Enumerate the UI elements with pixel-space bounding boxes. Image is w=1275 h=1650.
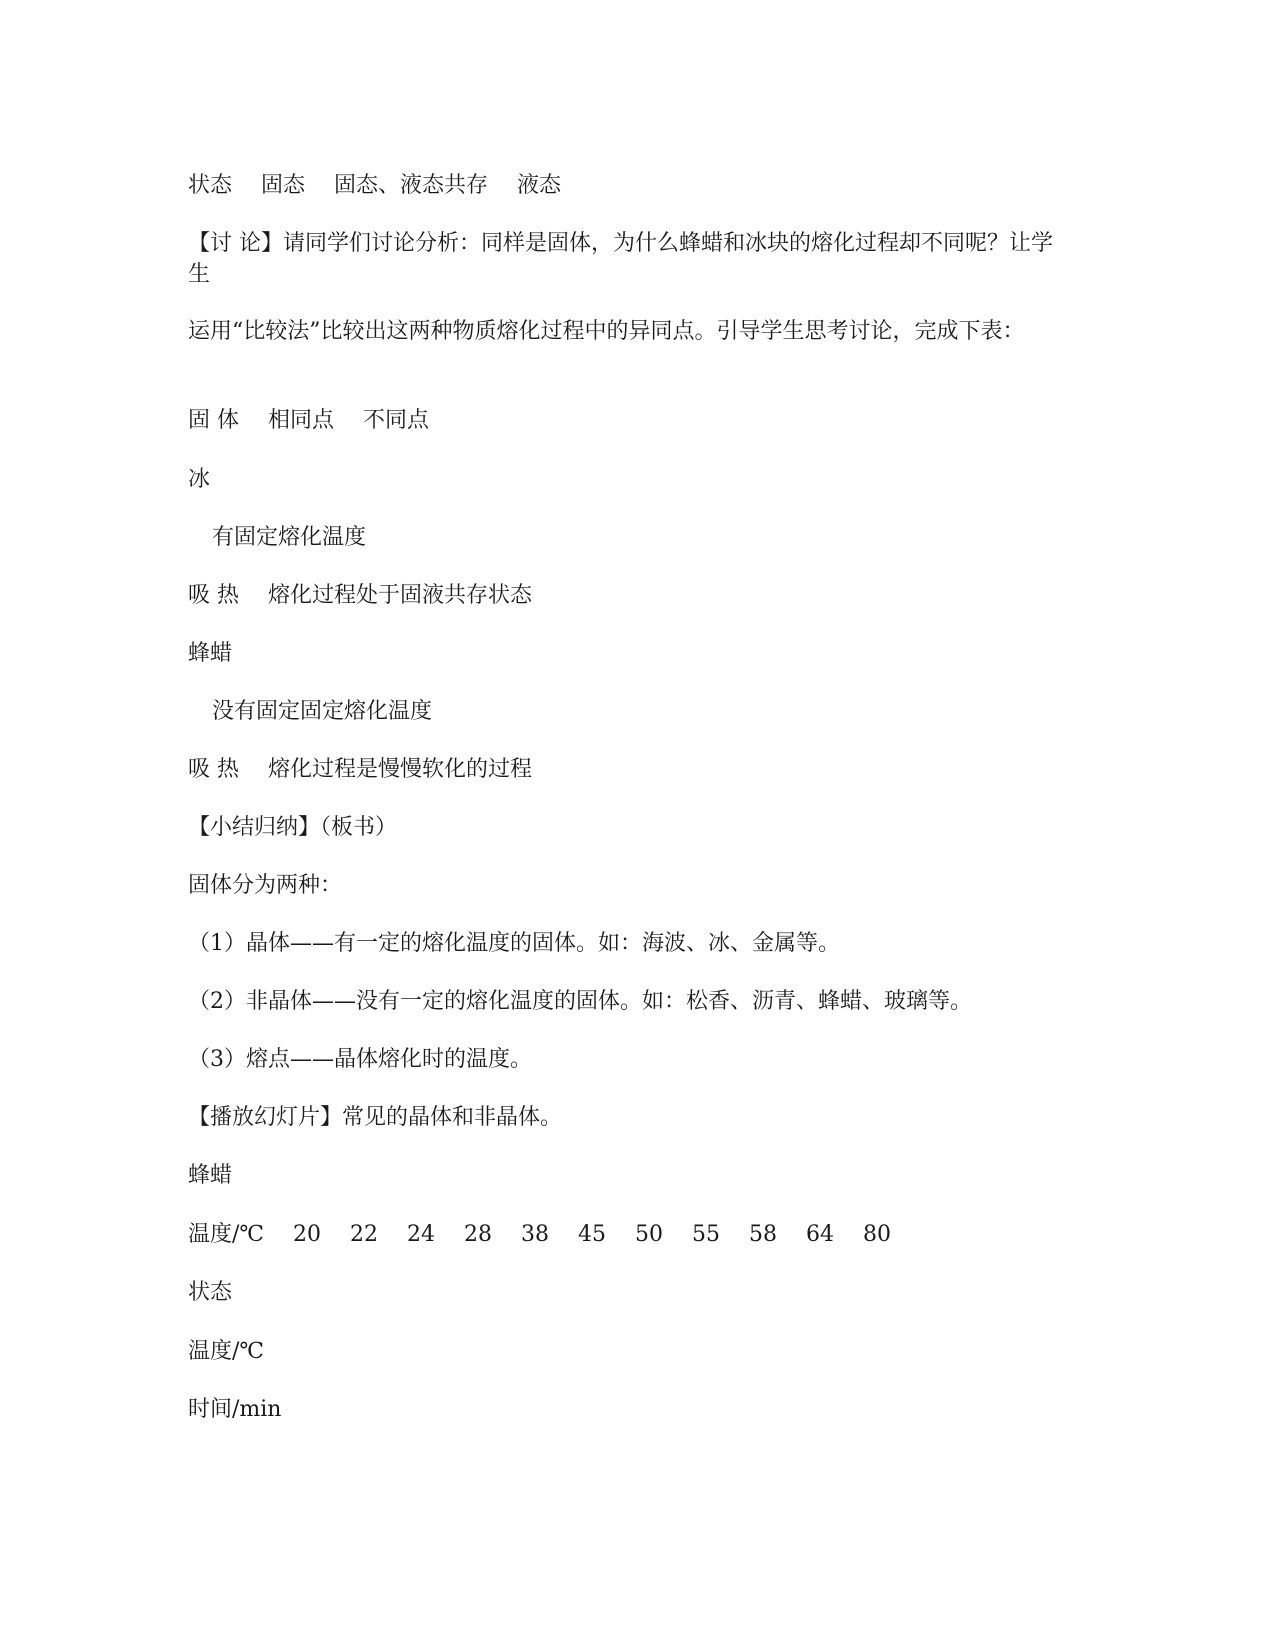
state-solid: 固态 xyxy=(261,173,306,198)
table-header-row xyxy=(188,405,1088,436)
state-label-2: 状态 xyxy=(188,1280,233,1305)
wax-label-2: 蜂蜡 xyxy=(188,1163,233,1188)
ice-label: 冰 xyxy=(188,467,211,492)
header-diff: 不同点 xyxy=(363,408,430,433)
wax-difference: 没有固定固定熔化温度 xyxy=(212,699,433,724)
state-row xyxy=(188,170,1088,201)
temp-value: 22 xyxy=(350,1222,379,1247)
temp-value: 38 xyxy=(521,1222,550,1247)
temp-value: 24 xyxy=(407,1222,436,1247)
wax-process: 熔化过程是慢慢软化的过程 xyxy=(268,757,533,782)
header-solid: 固 体 xyxy=(188,408,239,433)
item-amorphous: （2）非晶体——没有一定的熔化温度的固体。如：松香、沥青、蜂蜡、玻璃等。 xyxy=(188,989,972,1014)
solid-types: 固体分为两种： xyxy=(188,873,343,898)
state-liquid: 液态 xyxy=(517,173,562,198)
ice-process: 熔化过程处于固液共存状态 xyxy=(268,583,533,608)
temp-value: 64 xyxy=(806,1222,835,1247)
temp-value: 50 xyxy=(635,1222,664,1247)
temp-value: 20 xyxy=(293,1222,322,1247)
item-crystal: （1）晶体——有一定的熔化温度的固体。如：海波、冰、金属等。 xyxy=(188,931,840,956)
temperature-row-label: 温度/℃ xyxy=(188,1222,265,1247)
state-label: 状态 xyxy=(188,173,233,198)
state-mixed: 固态、液态共存 xyxy=(334,173,489,198)
ice-same-row xyxy=(188,580,1088,611)
summary-heading: 【小结归纳】（板书） xyxy=(188,815,398,840)
slides-heading: 【播放幻灯片】常见的晶体和非晶体。 xyxy=(188,1105,563,1130)
ice-difference: 有固定熔化温度 xyxy=(212,525,367,550)
temp-value: 45 xyxy=(578,1222,607,1247)
wax-same-row xyxy=(188,754,1088,785)
header-same: 相同点 xyxy=(268,408,335,433)
temp-value: 28 xyxy=(464,1222,493,1247)
wax-label: 蜂蜡 xyxy=(188,641,233,666)
discussion-paragraph: 【讨 论】请同学们讨论分析：同样是固体，为什么蜂蜡和冰块的熔化过程却不同呢？让学生 xyxy=(188,231,1053,287)
temperature-row xyxy=(188,1219,1088,1250)
temp-value: 55 xyxy=(692,1222,721,1247)
temperature-axis-label: 温度/℃ xyxy=(188,1339,265,1364)
item-melting-point: （3）熔点——晶体熔化时的温度。 xyxy=(188,1047,532,1072)
temp-value: 80 xyxy=(863,1222,892,1247)
temp-value: 58 xyxy=(749,1222,778,1247)
compare-paragraph: 运用“比较法”比较出这两种物质熔化过程中的异同点。引导学生思考讨论，完成下表： xyxy=(188,319,1025,344)
ice-heat: 吸 热 xyxy=(188,583,239,608)
time-axis-label: 时间/min xyxy=(188,1397,282,1422)
wax-heat: 吸 热 xyxy=(188,757,239,782)
